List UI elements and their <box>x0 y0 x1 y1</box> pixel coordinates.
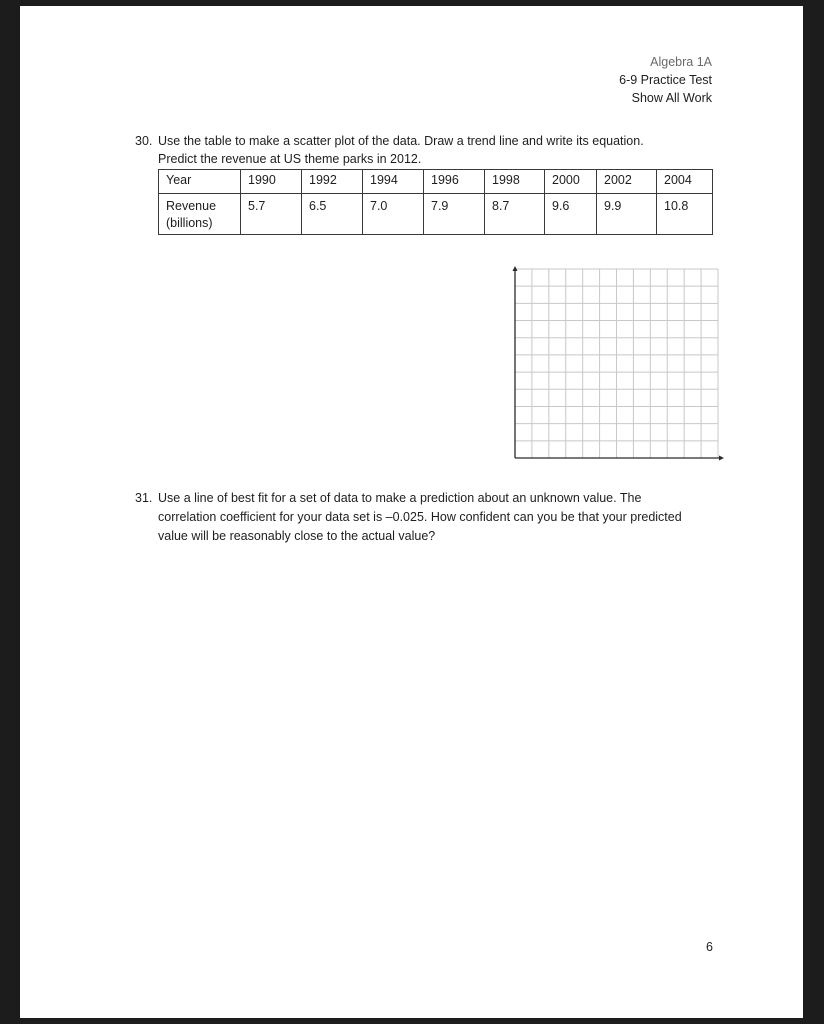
question-31-text-2: correlation coefficient for your data set is –0.025. How confident can you be that your predicted <box>158 510 682 524</box>
table-cell-revenue: 8.7 <box>485 194 545 235</box>
question-30-text-2: Predict the revenue at US theme parks in 2012. <box>158 152 422 166</box>
instructions-label: Show All Work <box>631 91 712 105</box>
table-cell-year: 1990 <box>241 170 302 194</box>
question-31-number: 31. <box>135 491 153 505</box>
table-cell-revenue: 7.0 <box>363 194 424 235</box>
table-cell-year: 1992 <box>302 170 363 194</box>
question-30-number: 30. <box>135 134 153 148</box>
test-title: 6-9 Practice Test <box>619 73 712 87</box>
table-cell-revenue: 9.9 <box>597 194 657 235</box>
table-row-year <box>159 170 713 194</box>
question-30-text-1: Use the table to make a scatter plot of the data. Draw a trend line and write its equation. <box>158 134 644 148</box>
table-cell-revenue: 5.7 <box>241 194 302 235</box>
table-cell-year: 2004 <box>657 170 713 194</box>
revenue-unit-label: (billions) <box>166 216 213 230</box>
course-name: Algebra 1A <box>650 55 712 69</box>
page-number: 6 <box>706 940 713 954</box>
table-cell-revenue: 9.6 <box>545 194 597 235</box>
question-30 <box>135 132 735 168</box>
table-cell-year: 1996 <box>424 170 485 194</box>
table-cell-revenue: 10.8 <box>657 194 713 235</box>
question-30-line-1 <box>135 132 735 150</box>
revenue-table <box>158 169 713 235</box>
table-cell-revenue: 6.5 <box>302 194 363 235</box>
x-axis-arrow-icon <box>719 456 724 461</box>
graph-grid-svg <box>510 266 725 466</box>
table-cell-year: 2000 <box>545 170 597 194</box>
table-row-revenue <box>159 194 713 235</box>
question-31-text-3: value will be reasonably close to the actual value? <box>158 529 436 543</box>
table-cell-revenue: 7.9 <box>424 194 485 235</box>
question-31-line-1 <box>135 489 735 508</box>
table-cell-year: 1994 <box>363 170 424 194</box>
page-header <box>619 53 712 107</box>
table-cell-year: 1998 <box>485 170 545 194</box>
table-cell-year: 2002 <box>597 170 657 194</box>
blank-graph-grid[interactable] <box>510 266 725 466</box>
question-31 <box>135 489 735 546</box>
question-31-text-1: Use a line of best fit for a set of data to make a prediction about an unknown value. The <box>158 491 642 505</box>
table-header-year: Year <box>159 170 241 194</box>
revenue-label: Revenue <box>166 199 217 213</box>
table-header-revenue <box>159 194 241 235</box>
